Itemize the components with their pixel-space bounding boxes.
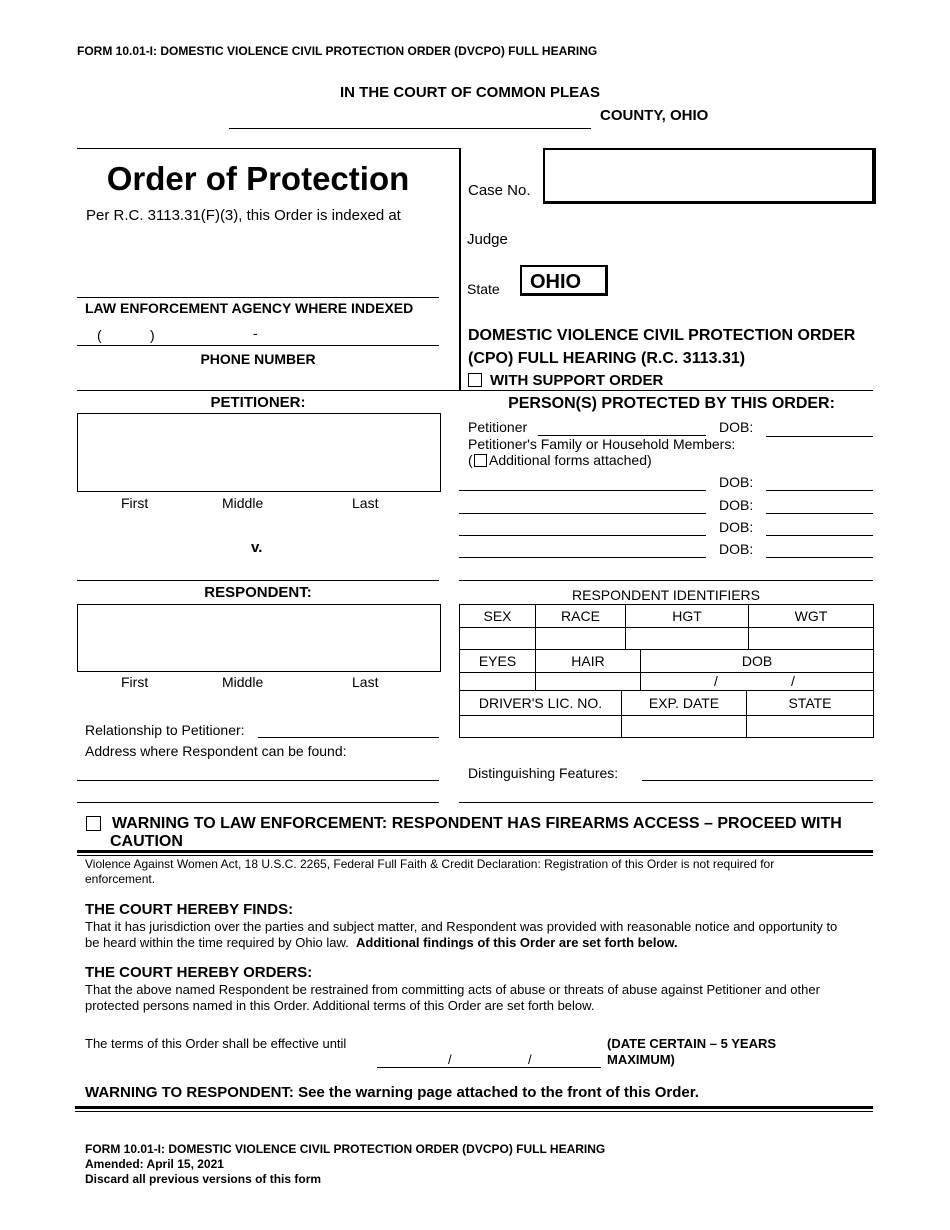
id-exp-field[interactable] [622,716,747,738]
family-member-line[interactable] [459,557,706,558]
footer-form-title: FORM 10.01-I: DOMESTIC VIOLENCE CIVIL PROTECTION ORDER (DVCPO) FULL HEARING [85,1142,606,1156]
thick-divider [77,850,873,853]
respondent-middle-label: Middle [222,674,264,690]
family-dob-label: DOB: [719,497,754,513]
finds-bold: Additional findings of this Order are set forth below. [356,935,678,950]
family-dob-line[interactable] [766,557,873,558]
id-state-field[interactable] [747,716,874,738]
family-member-line[interactable] [459,513,706,514]
firearms-warning-checkbox[interactable] [86,816,101,831]
id-license-header: DRIVER'S LIC. NO. [460,691,622,716]
id-hair-field[interactable] [536,673,641,691]
petitioner-first-label: First [121,495,149,511]
county-line[interactable] [229,128,591,129]
additional-forms-label: Additional forms attached) [489,452,652,468]
id-state-header: STATE [747,691,874,716]
agency-line[interactable] [77,297,439,298]
address-line[interactable] [77,780,439,781]
distinguishing-label: Distinguishing Features: [468,765,619,781]
id-hgt-header: HGT [626,605,749,628]
indexed-note: Per R.C. 3113.31(F)(3), this Order is indexed at [86,207,401,224]
orders-text: That the above named Respondent be restrained from committing acts of abuse or threats of abuse against Petitioner and other protected persons named in this Order. Additional terms of this Order are set forth below. [85,982,820,1013]
id-wgt-field[interactable] [749,628,874,650]
petitioner-name-field[interactable] [77,413,441,492]
family-label: Petitioner's Family or Household Members: [468,436,736,452]
finds-text: That it has jurisdiction over the parties and subject matter, and Respondent was provided with reasonable notice and opportunity to be heard within the time required by Ohio law. [85,919,838,950]
case-no-label: Case No. [468,182,531,199]
id-sex-header: SEX [460,605,536,628]
state-label: State [467,281,500,297]
identifiers-table-2 [459,649,874,691]
form-title: FORM 10.01-I: DOMESTIC VIOLENCE CIVIL PROTECTION ORDER (DVCPO) FULL HEARING [77,44,598,58]
relationship-label: Relationship to Petitioner: [85,722,245,738]
family-dob-line[interactable] [766,535,873,536]
divider [77,148,459,149]
finds-header: THE COURT HEREBY FINDS: [85,901,294,918]
id-eyes-field[interactable] [460,673,536,691]
phone-label: PHONE NUMBER [200,351,316,367]
protected-header: PERSON(S) PROTECTED BY THIS ORDER: [508,395,835,412]
court-name: IN THE COURT OF COMMON PLEAS [340,84,600,101]
family-dob-label: DOB: [719,474,754,490]
identifiers-table-1 [459,604,874,650]
firearms-warning-line1: WARNING TO LAW ENFORCEMENT: RESPONDENT HAS FIREARMS ACCESS – PROCEED WITH [112,815,842,832]
state-value: OHIO [520,265,608,296]
agency-label: LAW ENFORCEMENT AGENCY WHERE INDEXED [85,300,414,316]
family-dob-line[interactable] [766,490,873,491]
order-title: Order of Protection [106,160,410,197]
id-wgt-header: WGT [749,605,874,628]
footer-amended: Amended: April 15, 2021 [85,1157,224,1171]
id-exp-header: EXP. DATE [622,691,747,716]
identifiers-table-3 [459,690,874,738]
finds-paragraph [85,919,845,951]
effective-date-slash: / [448,1052,452,1067]
phone-line[interactable] [77,345,439,346]
respondent-divider [77,580,439,581]
distinguishing-line[interactable] [459,802,873,803]
id-race-header: RACE [536,605,626,628]
county-label: COUNTY, OHIO [600,107,709,124]
id-eyes-header: EYES [460,650,536,673]
order-type-line2: (CPO) FULL HEARING (R.C. 3113.31) [468,350,746,367]
protected-petitioner-label: Petitioner [468,419,528,435]
id-dob-header: DOB [641,650,874,673]
bottom-thin-divider [75,1111,873,1112]
distinguishing-line[interactable] [642,780,873,781]
section-divider [77,390,873,391]
support-order-label: WITH SUPPORT ORDER [490,372,664,389]
additional-forms-checkbox[interactable] [474,454,487,467]
effective-date-slash: / [528,1052,532,1067]
petitioner-middle-label: Middle [222,495,264,511]
phone-dash: - [253,325,258,341]
family-dob-label: DOB: [719,541,754,557]
respondent-name-field[interactable] [77,604,441,672]
center-divider [459,148,461,390]
family-dob-line[interactable] [766,513,873,514]
id-license-field[interactable] [460,716,622,738]
protected-petitioner-dob-label: DOB: [719,419,754,435]
footer-discard: Discard all previous versions of this form [85,1172,322,1186]
family-member-line[interactable] [459,535,706,536]
address-label: Address where Respondent can be found: [85,743,347,759]
judge-label: Judge [467,231,508,248]
relationship-line[interactable] [258,737,439,738]
versus: v. [251,539,263,556]
id-dob-field[interactable] [641,673,874,691]
orders-header: THE COURT HEREBY ORDERS: [85,964,313,981]
petitioner-last-label: Last [352,495,379,511]
identifiers-divider [459,580,873,581]
phone-paren-open: ( [97,327,102,343]
id-race-field[interactable] [536,628,626,650]
family-dob-label: DOB: [719,519,754,535]
id-hair-header: HAIR [536,650,641,673]
protected-petitioner-dob-line[interactable] [766,436,873,437]
bottom-thick-divider [75,1106,873,1109]
date-certain-note: (DATE CERTAIN – 5 YEARS MAXIMUM) [607,1036,777,1067]
thin-divider [77,855,873,856]
respondent-last-label: Last [352,674,379,690]
respondent-label: RESPONDENT: [204,584,312,601]
respondent-first-label: First [121,674,149,690]
case-no-field[interactable] [543,148,876,204]
effective-label: The terms of this Order shall be effective until [85,1036,347,1051]
petitioner-label: PETITIONER: [210,394,306,411]
respondent-warning: WARNING TO RESPONDENT: See the warning page attached to the front of this Order. [85,1084,699,1101]
phone-paren-close: ) [150,327,155,343]
identifiers-header: RESPONDENT IDENTIFIERS [572,587,760,603]
id-sex-field[interactable] [460,628,536,650]
order-type-line1: DOMESTIC VIOLENCE CIVIL PROTECTION ORDER [468,327,856,344]
vawa-declaration: Violence Against Women Act, 18 U.S.C. 2265, Federal Full Faith & Credit Declaration: Registration of this Order is not required for enforcement. [85,857,775,886]
support-order-checkbox[interactable] [468,373,482,387]
family-member-line[interactable] [459,490,706,491]
effective-date-line[interactable] [377,1067,601,1068]
address-line[interactable] [77,802,439,803]
id-dob-slash: / [714,673,718,689]
forms-open: ( [468,452,473,468]
id-hgt-field[interactable] [626,628,749,650]
firearms-warning-line2: CAUTION [110,833,183,850]
id-dob-slash: / [791,673,795,689]
